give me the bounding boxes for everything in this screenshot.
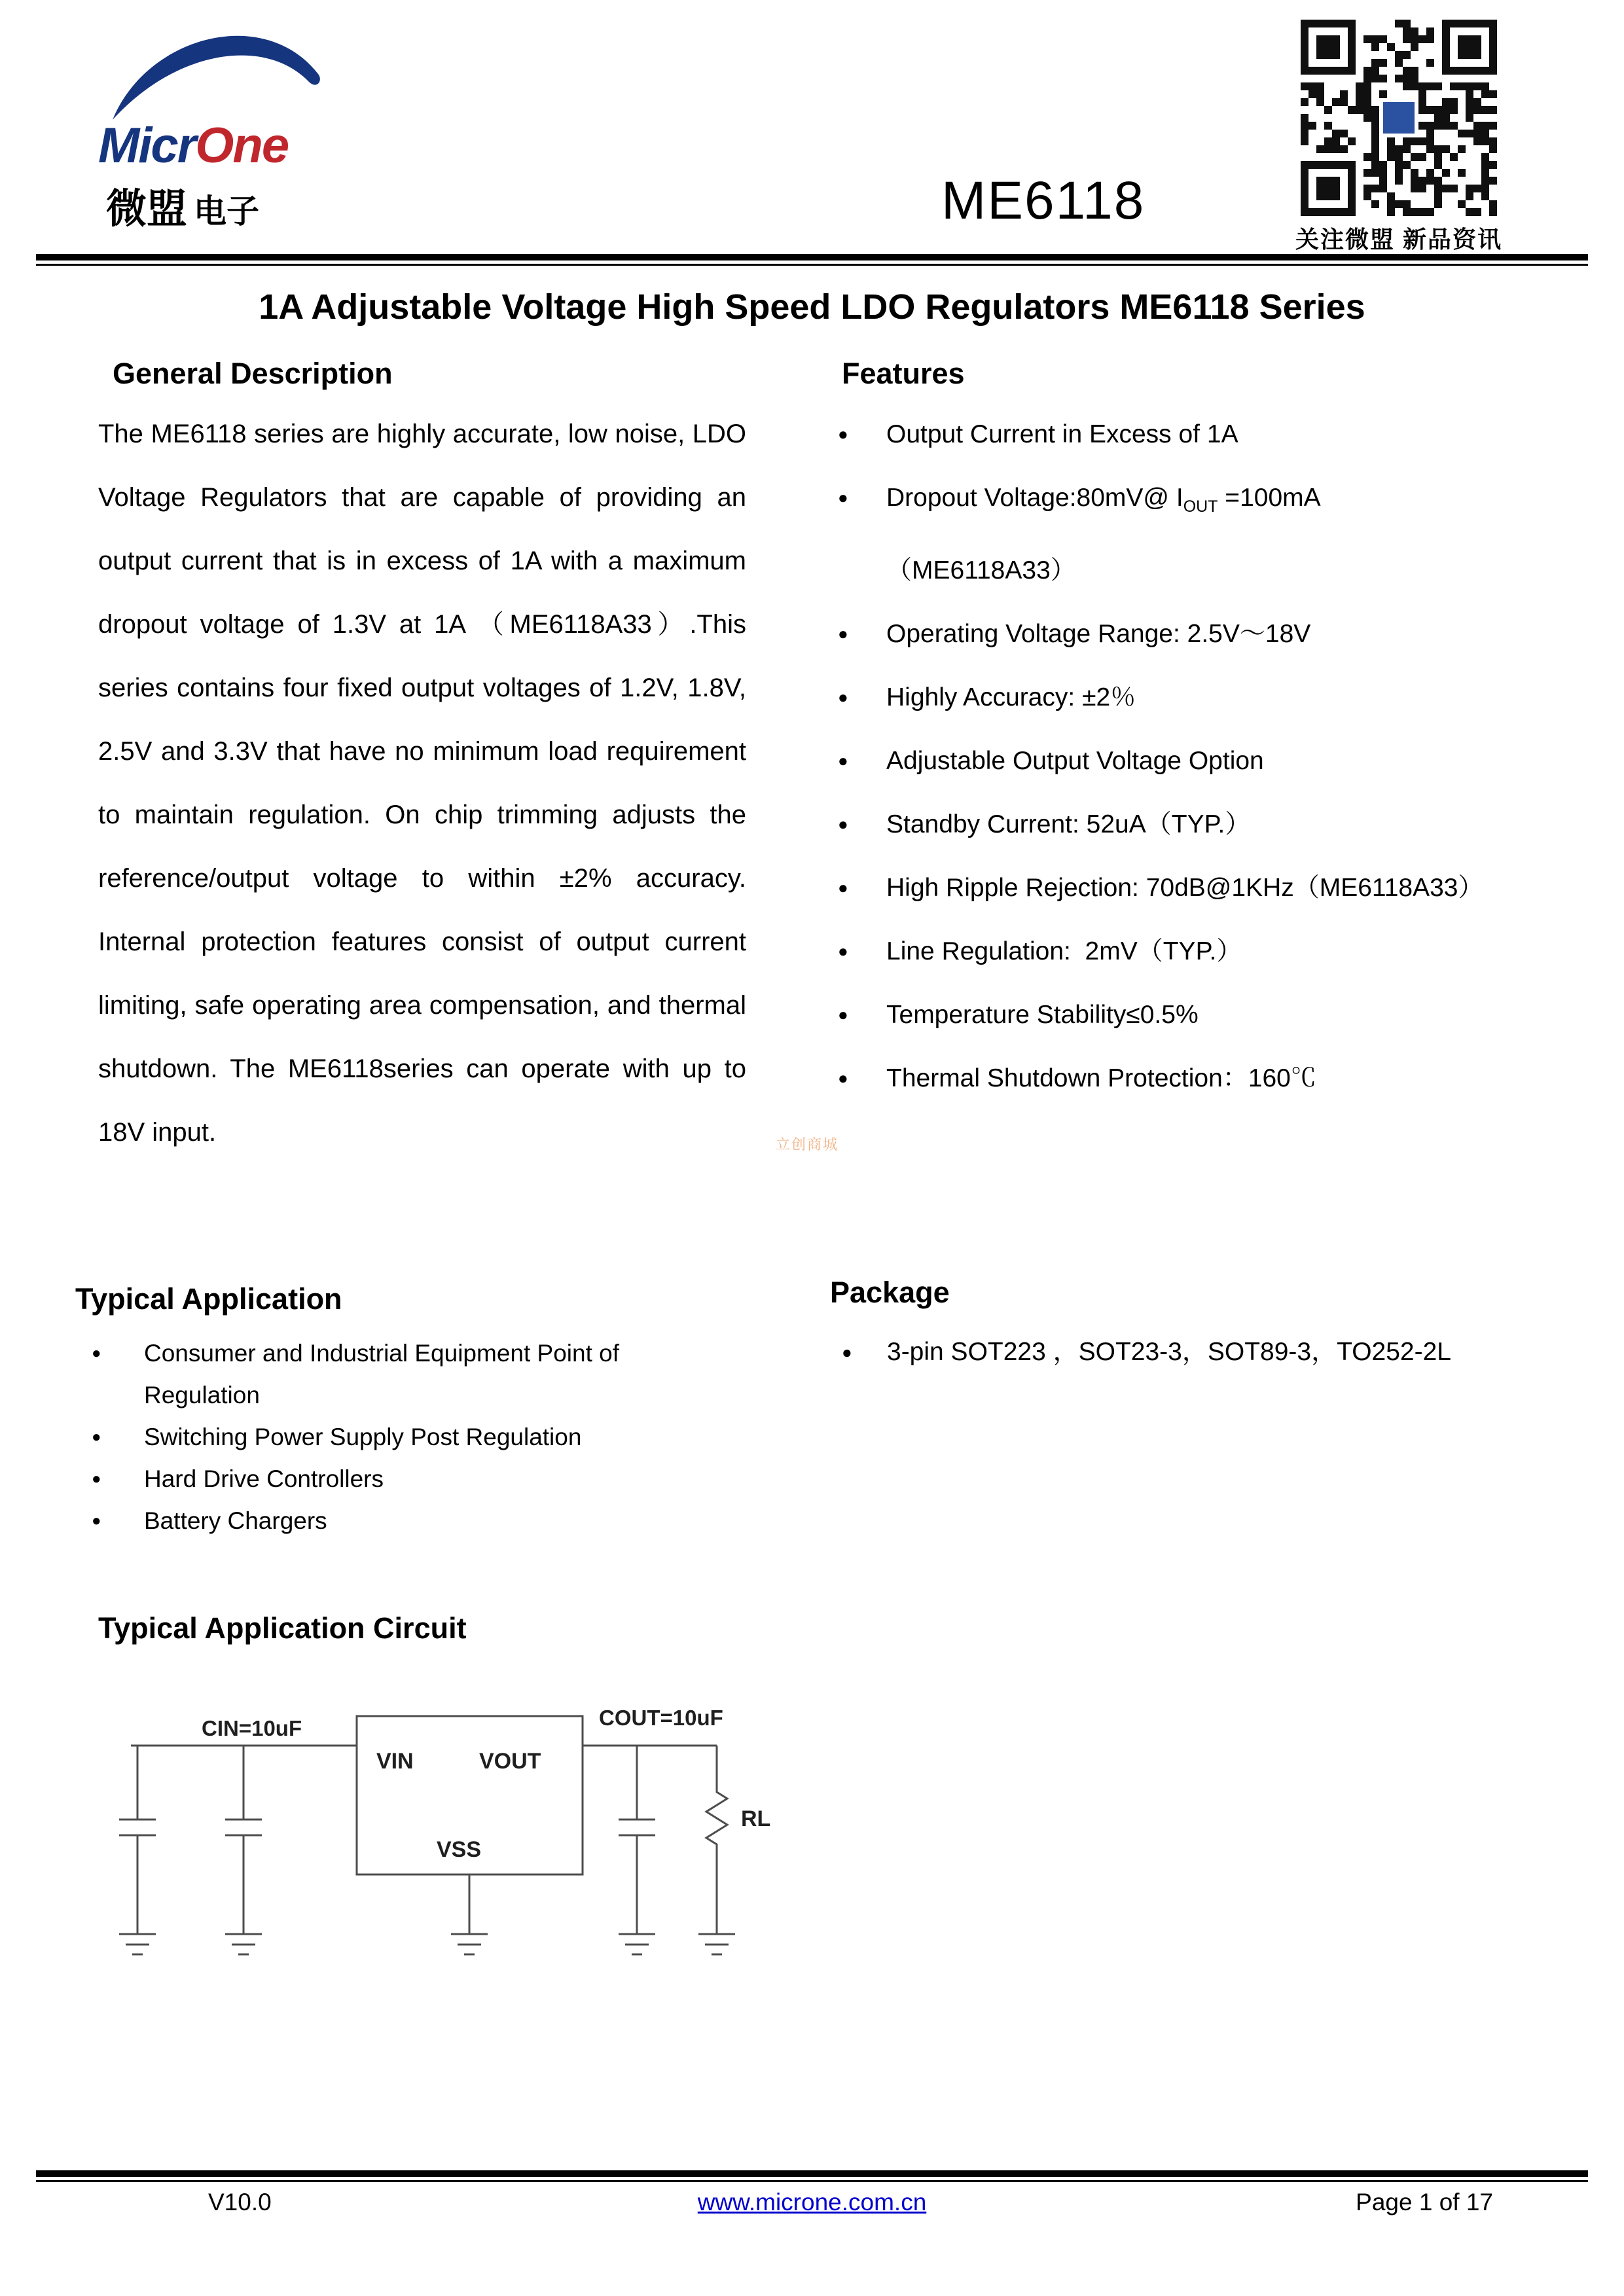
bullet-icon: ● (838, 488, 848, 507)
ground-icon (225, 1934, 262, 1954)
load-resistor (706, 1746, 727, 1934)
bullet-icon: ● (92, 1428, 101, 1446)
part-number: ME6118 (941, 171, 1146, 230)
header-rule (36, 254, 1588, 266)
feature-item (830, 983, 1576, 1047)
general-description-heading: General Description (113, 357, 393, 390)
bullet-icon: ● (838, 814, 848, 834)
ground-icon (619, 1934, 655, 1954)
watermark: 立创商城 (776, 1136, 839, 1153)
general-description-body: The ME6118 series are highly accurate, low noise, LDO Voltage Regulators that are capable of providing an output current that is in excess of 1A with a maximum dropout voltage of 1.3V at 1A （ME6118A33）.This series contains four fixed output voltages of 1.2V, 1.8V, 2.5V and 3.3V that have no minimum load requirement to maintain regulation. On chip trimming adjusts the reference/output voltage to within ±2% accuracy. Internal protection features consist of output current limiting, safe operating area compensation, and thermal shutdown. The ME6118series can operate with up to 18V input. (98, 420, 746, 1147)
features-heading: Features (842, 357, 965, 390)
bullet-icon: ● (838, 1067, 848, 1088)
list-item (75, 1333, 776, 1416)
brand-wordmark (98, 118, 399, 173)
feature-item (830, 666, 1576, 729)
feature-item (830, 1047, 1576, 1110)
bullet-icon: ● (838, 1004, 848, 1024)
ground-icon (119, 1934, 156, 1954)
feature-item (830, 729, 1576, 793)
bullet-icon: ● (92, 1344, 101, 1362)
logo-swoosh-icon (107, 16, 323, 124)
rl-label: RL (741, 1806, 771, 1831)
feature-text: Adjustable Output Voltage Option (886, 746, 1264, 775)
footer-rule (36, 2170, 1588, 2182)
list-item-text: Consumer and Industrial Equipment Point of Regulation (144, 1340, 620, 1408)
footer (0, 2189, 1624, 2216)
bullet-icon: ● (92, 1512, 101, 1530)
input-capacitor-2 (225, 1746, 262, 1934)
feature-text-continued: （ME6118A33） (886, 556, 1076, 584)
feature-item (830, 920, 1576, 983)
ground-icon (698, 1934, 735, 1954)
package-section (830, 1275, 1589, 1372)
qr-block (1291, 20, 1507, 255)
cin-label: CIN=10uF (202, 1716, 302, 1740)
features-section (830, 357, 1576, 1110)
cout-label: COUT=10uF (599, 1706, 723, 1730)
typical-application-list (75, 1333, 776, 1542)
bullet-icon: ● (838, 941, 848, 961)
feature-text: High Ripple Rejection: 70dB@1KHz（ME6118A33） (886, 873, 1484, 902)
footer-version: V10.0 (208, 2189, 272, 2215)
brand-micr: Micr (98, 118, 196, 173)
package-list (830, 1333, 1589, 1372)
company-logo (98, 16, 399, 234)
bullet-icon: ● (92, 1470, 101, 1488)
list-item-text: Hard Drive Controllers (144, 1465, 384, 1492)
feature-item (830, 793, 1576, 856)
list-item (830, 1333, 1589, 1372)
feature-item (830, 466, 1576, 539)
feature-text: Line Regulation: 2mV（TYP.） (886, 937, 1242, 965)
list-item-text: 3-pin SOT223 ，SOT23-3，SOT89-3，TO252-2L (887, 1338, 1451, 1366)
bullet-icon: ● (838, 877, 848, 897)
feature-text-pre: Dropout Voltage:80mV@ I (886, 484, 1183, 512)
feature-text: Thermal Shutdown Protection：160℃ (886, 1064, 1316, 1092)
feature-text: Operating Voltage Range: 2.5V～18V (886, 619, 1311, 648)
feature-item (830, 403, 1576, 466)
general-description-section (98, 357, 746, 1164)
typical-application-section (75, 1282, 776, 1542)
feature-text (886, 466, 1321, 539)
feature-subscript: OUT (1183, 497, 1218, 516)
bullet-icon: ● (842, 1342, 852, 1362)
bullet-icon: ● (838, 687, 848, 707)
vout-pin-label: VOUT (479, 1749, 541, 1774)
list-item-text: Switching Power Supply Post Regulation (144, 1424, 582, 1450)
output-capacitor (619, 1746, 655, 1934)
list-item (75, 1416, 776, 1458)
footer-page: Page 1 of 17 (1356, 2189, 1493, 2215)
application-circuit-diagram (118, 1695, 799, 1977)
feature-text: Standby Current: 52uA（TYP.） (886, 810, 1251, 838)
circuit-heading: Typical Application Circuit (98, 1611, 467, 1645)
list-item-text: Battery Chargers (144, 1507, 327, 1534)
brand-cn-main: 微盟 (106, 187, 188, 232)
typical-application-heading: Typical Application (75, 1282, 342, 1316)
brand-cn-sub: 电子 (194, 193, 260, 230)
qr-caption: 关注微盟 新品资讯 (1295, 226, 1502, 253)
footer-url-link[interactable]: www.microne.com.cn (697, 2189, 927, 2215)
input-capacitor-1 (119, 1746, 156, 1934)
doc-title: 1A Adjustable Voltage High Speed LDO Regulators ME6118 Series (259, 287, 1365, 327)
brand-chinese (106, 176, 399, 234)
feature-text: Output Current in Excess of 1A (886, 420, 1238, 448)
vin-pin-label: VIN (376, 1749, 414, 1774)
list-item (75, 1500, 776, 1542)
bullet-icon: ● (838, 424, 848, 444)
qr-code (1301, 20, 1497, 216)
bullet-icon: ● (838, 623, 848, 643)
package-heading: Package (830, 1276, 950, 1309)
vss-pin-label: VSS (437, 1837, 482, 1862)
feature-item (830, 856, 1576, 920)
list-item (75, 1458, 776, 1500)
brand-one: One (195, 118, 289, 173)
feature-text-post: =100mA (1218, 484, 1321, 512)
bullet-icon: ● (838, 750, 848, 770)
features-list (830, 403, 1576, 1110)
ground-icon (451, 1934, 488, 1954)
feature-text: Temperature Stability≤0.5% (886, 1000, 1199, 1029)
feature-text: Highly Accuracy: ±2％ (886, 683, 1136, 711)
feature-item (830, 602, 1576, 666)
